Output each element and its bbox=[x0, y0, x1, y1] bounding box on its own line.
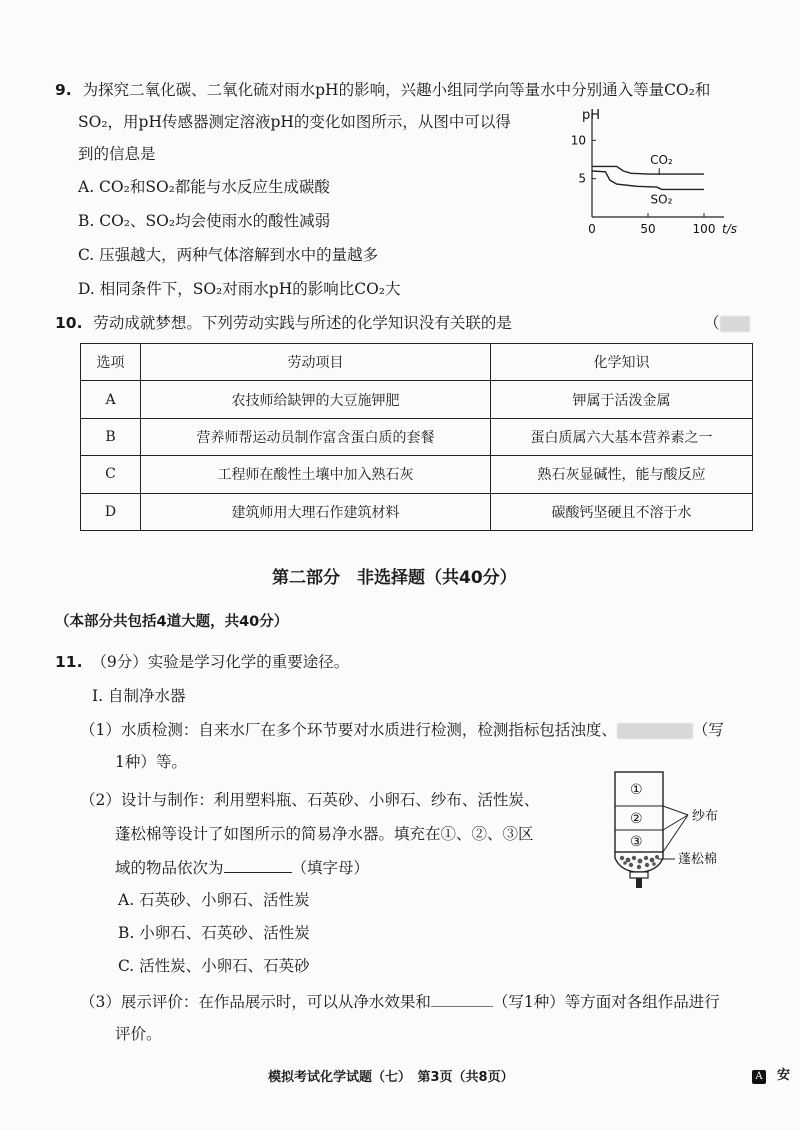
x-axis-label: t/s bbox=[722, 222, 737, 236]
table-row bbox=[81, 493, 753, 530]
series-label-so2: SO₂ bbox=[650, 192, 673, 207]
part2-title: 第二部分 非选择题（共40分） bbox=[272, 568, 517, 588]
row-option: A bbox=[81, 381, 141, 418]
q11-p2-line3 bbox=[115, 856, 369, 878]
q10-line bbox=[55, 311, 512, 333]
q10-answer-paren bbox=[704, 311, 750, 333]
answer-blank[interactable] bbox=[224, 858, 292, 873]
q10-stem: 劳动成就梦想。下列劳动实践与所述的化学知识没有关联的是 bbox=[93, 314, 512, 332]
gauze-pointer-1 bbox=[663, 806, 688, 815]
row-knowledge: 钾属于活泼金属 bbox=[491, 381, 753, 418]
q11-p1-text: （1）水质检测：自来水厂在多个环节要对水质进行检测，检测指标包括浊度、 bbox=[80, 721, 617, 739]
gauze-pointer-2 bbox=[663, 815, 688, 830]
row-knowledge: 熟石灰显碱性，能与酸反应 bbox=[491, 456, 753, 493]
cotton-label: 蓬松棉 bbox=[678, 852, 718, 867]
q11-p2-line2: 蓬松棉等设计了如图所示的简易净水器。填充在①、②、③区 bbox=[115, 825, 534, 843]
table-row bbox=[81, 381, 753, 418]
x-tick-label: 50 bbox=[640, 222, 656, 236]
x-tick-label: 100 bbox=[692, 222, 716, 236]
q11-p1-hint: （写 bbox=[692, 721, 724, 739]
q11-p2-line3b: （填字母） bbox=[291, 859, 370, 877]
region-2-label: ② bbox=[630, 811, 643, 827]
series-label-co2: CO₂ bbox=[650, 153, 673, 168]
header-knowledge: 化学知识 bbox=[491, 344, 753, 381]
cotton-fill bbox=[620, 855, 659, 869]
q11-p2-line3a: 域的物品依次为 bbox=[115, 859, 224, 877]
water-purifier-diagram bbox=[600, 770, 745, 890]
row-labor: 农技师给缺钾的大豆施钾肥 bbox=[141, 381, 491, 418]
q11-section-title: Ⅰ. 自制净水器 bbox=[92, 687, 186, 705]
q9-stem-line1: 为探究二氧化碳、二氧化硫对雨水pH的影响，兴趣小组同学向等量水中分别通入等量CO₂和 bbox=[82, 81, 711, 99]
table-header-row bbox=[81, 344, 753, 381]
q10-number: 10. bbox=[55, 314, 83, 332]
q11-p1-line1 bbox=[80, 718, 724, 740]
row-option: C bbox=[81, 456, 141, 493]
q11-p3-line1a: （3）展示评价：在作品展示时，可以从净水效果和 bbox=[80, 993, 431, 1011]
q9-stem-line2: SO₂，用pH传感器测定溶液pH的变化如图所示，从图中可以得 bbox=[78, 113, 511, 131]
region-3-label: ③ bbox=[630, 834, 643, 850]
q10-paren: （ bbox=[704, 314, 720, 332]
q11-stem: （9分）实验是学习化学的重要途径。 bbox=[91, 653, 350, 671]
q9-line1 bbox=[55, 78, 710, 100]
q9-option-d: D. 相同条件下，SO₂对雨水pH的影响比CO₂大 bbox=[78, 280, 401, 298]
q9-number: 9. bbox=[55, 81, 72, 99]
y-axis-label: pH bbox=[582, 108, 601, 123]
row-labor: 营养师帮运动员制作富含蛋白质的套餐 bbox=[141, 418, 491, 455]
chart-lines bbox=[592, 166, 704, 189]
q11-p3-line2: 评价。 bbox=[115, 1025, 162, 1043]
q11-option-c: C. 活性炭、小卵石、石英砂 bbox=[118, 957, 310, 975]
q9-option-b: B. CO₂、SO₂均会使雨水的酸性减弱 bbox=[78, 212, 331, 230]
q11-line bbox=[55, 650, 349, 672]
table-row bbox=[81, 456, 753, 493]
page-footer: 模拟考试化学试题（七） 第3页（共8页） bbox=[268, 1070, 514, 1085]
q9-stem-line3: 到的信息是 bbox=[78, 145, 156, 163]
row-knowledge: 碳酸钙坚硬且不溶于水 bbox=[491, 493, 753, 530]
gauze-label: 纱布 bbox=[692, 809, 719, 824]
bottle-spout bbox=[636, 878, 642, 888]
footer-side-text: 安 bbox=[776, 1068, 790, 1083]
table-row bbox=[81, 418, 753, 455]
q11-p1-line2: 1种）等。 bbox=[115, 753, 187, 771]
footer-badge-group bbox=[752, 1064, 790, 1084]
row-labor: 工程师在酸性土壤中加入熟石灰 bbox=[141, 456, 491, 493]
blurred-region bbox=[617, 723, 693, 739]
blurred-region bbox=[720, 316, 750, 332]
q10-table bbox=[80, 343, 753, 531]
q9-option-c: C. 压强越大，两种气体溶解到水中的量越多 bbox=[78, 246, 379, 264]
ph-chart bbox=[560, 105, 765, 240]
series-line-co2 bbox=[592, 166, 704, 174]
header-labor: 劳动项目 bbox=[141, 344, 491, 381]
q11-p3-line1 bbox=[80, 990, 720, 1012]
q11-number: 11. bbox=[55, 653, 83, 671]
q11-p2-line1: （2）设计与制作：利用塑料瓶、石英砂、小卵石、纱布、活性炭、 bbox=[80, 791, 540, 809]
q9-option-a: A. CO₂和SO₂都能与水反应生成碳酸 bbox=[78, 178, 330, 196]
bottle-cap bbox=[630, 872, 648, 878]
x-tick-label: 0 bbox=[588, 222, 596, 236]
header-option: 选项 bbox=[81, 344, 141, 381]
region-1-label: ① bbox=[630, 782, 643, 798]
q11-option-b: B. 小卵石、石英砂、活性炭 bbox=[118, 924, 310, 942]
row-knowledge: 蛋白质属六大基本营养素之一 bbox=[491, 418, 753, 455]
row-labor: 建筑师用大理石作建筑材料 bbox=[141, 493, 491, 530]
y-tick-label: 5 bbox=[578, 171, 586, 186]
answer-card-badge: A bbox=[752, 1070, 766, 1084]
y-tick-label: 10 bbox=[570, 133, 586, 148]
row-option: D bbox=[81, 493, 141, 530]
q11-p3-line1b: （写1种）等方面对各组作品进行 bbox=[492, 993, 720, 1011]
gauze-pointer-3 bbox=[663, 815, 688, 852]
part2-note: （本部分共包括4道大题，共40分） bbox=[55, 614, 289, 630]
row-option: B bbox=[81, 418, 141, 455]
q11-option-a: A. 石英砂、小卵石、活性炭 bbox=[118, 891, 310, 909]
answer-blank[interactable] bbox=[431, 992, 493, 1007]
